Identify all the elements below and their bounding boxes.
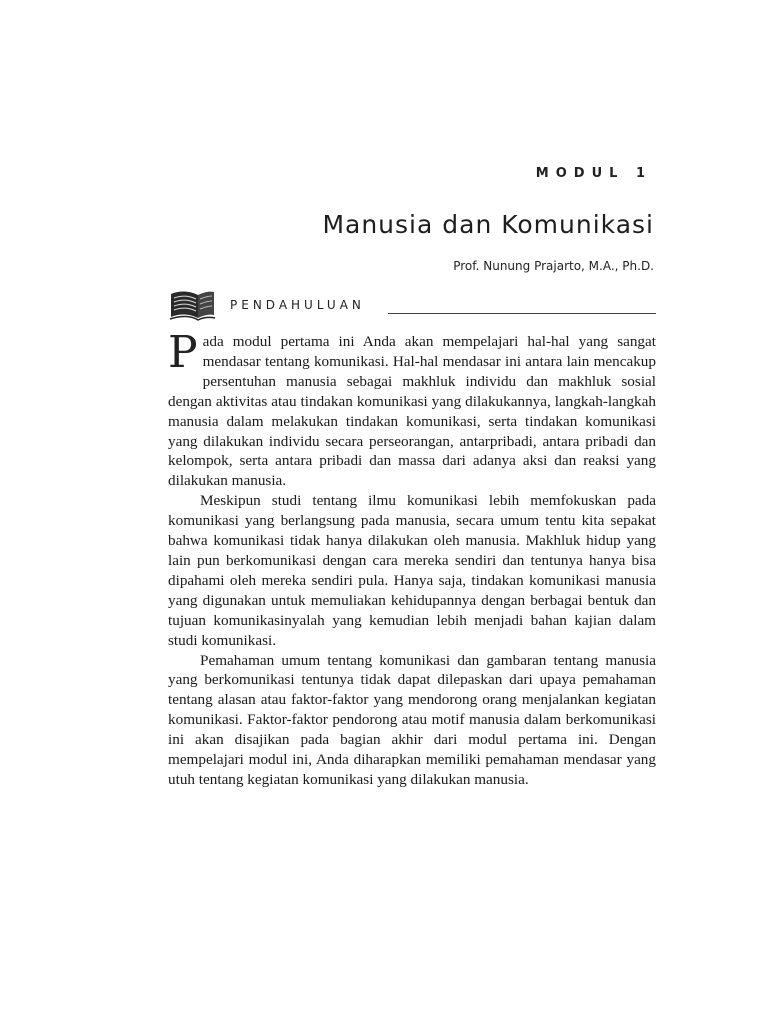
paragraph-1-text: ada modul pertama ini Anda akan mempelajari hal-hal yang sangat mendasar tentang komunikasi. Hal-hal mendasar ini antara lain mencakup persentuhan manusia sebagai makhluk individu dan makhluk sosial dengan aktivitas atau tindakan komunikasi yang dilakukannya, langkah-langkah manusia dalam melakukan tindakan komunikasi, serta tindakan komunikasi yang dilakukan individu secara perseorangan, antarpribadi, antara pribadi dan kelompok, serta antara pribadi dan massa dari adanya aksi dan reaksi yang dilakukan manusia. — [168, 333, 656, 490]
paragraph-3: Pemahaman umum tentang komunikasi dan gambaran tentang manusia yang berkomunikasi tentunya tidak dapat dilepaskan dari upaya pemahaman tentang alasan atau faktor-faktor yang mendorong orang menjalankan kegiatan komunikasi. Faktor-faktor pendorong atau motif manusia dalam berkomunikasi ini akan disajikan pada bagian akhir dari modul pertama ini. Dengan mempelajari modul ini, Anda diharapkan memiliki pemahaman mendasar yang utuh tentang kegiatan komunikasi yang dilakukan manusia. — [168, 651, 656, 788]
open-book-icon — [168, 288, 216, 322]
paragraph-2: Meskipun studi tentang ilmu komunikasi lebih memfokuskan pada komunikasi yang berlangsung pada manusia, secara umum tentu kita sepakat bahwa komunikasi tidak hanya dilakukan oleh manusia. Makhluk hidup yang lain pun berkomunikasi dengan cara mereka sendiri dan tentunya hanya bisa dipahami oleh mereka sendiri pula. Hanya saja, tindakan komunikasi manusia yang digunakan untuk memuliakan kehidupannya dengan berbagai bentuk dan tujuan komunikasinyalah yang kemudian lebih menjadi bahan kajian dalam studi komunikasi. — [168, 492, 656, 649]
author-name: Prof. Nunung Prajarto, M.A., Ph.D. — [453, 259, 654, 273]
section-divider — [388, 313, 656, 314]
chapter-title: Manusia dan Komunikasi — [322, 210, 654, 239]
section-header — [168, 288, 656, 322]
body-text — [168, 327, 656, 790]
module-label: MODUL 1 — [535, 166, 652, 181]
section-title: PENDAHULUAN — [230, 298, 365, 312]
drop-cap: P — [168, 327, 198, 378]
paragraph-1 — [168, 327, 656, 491]
